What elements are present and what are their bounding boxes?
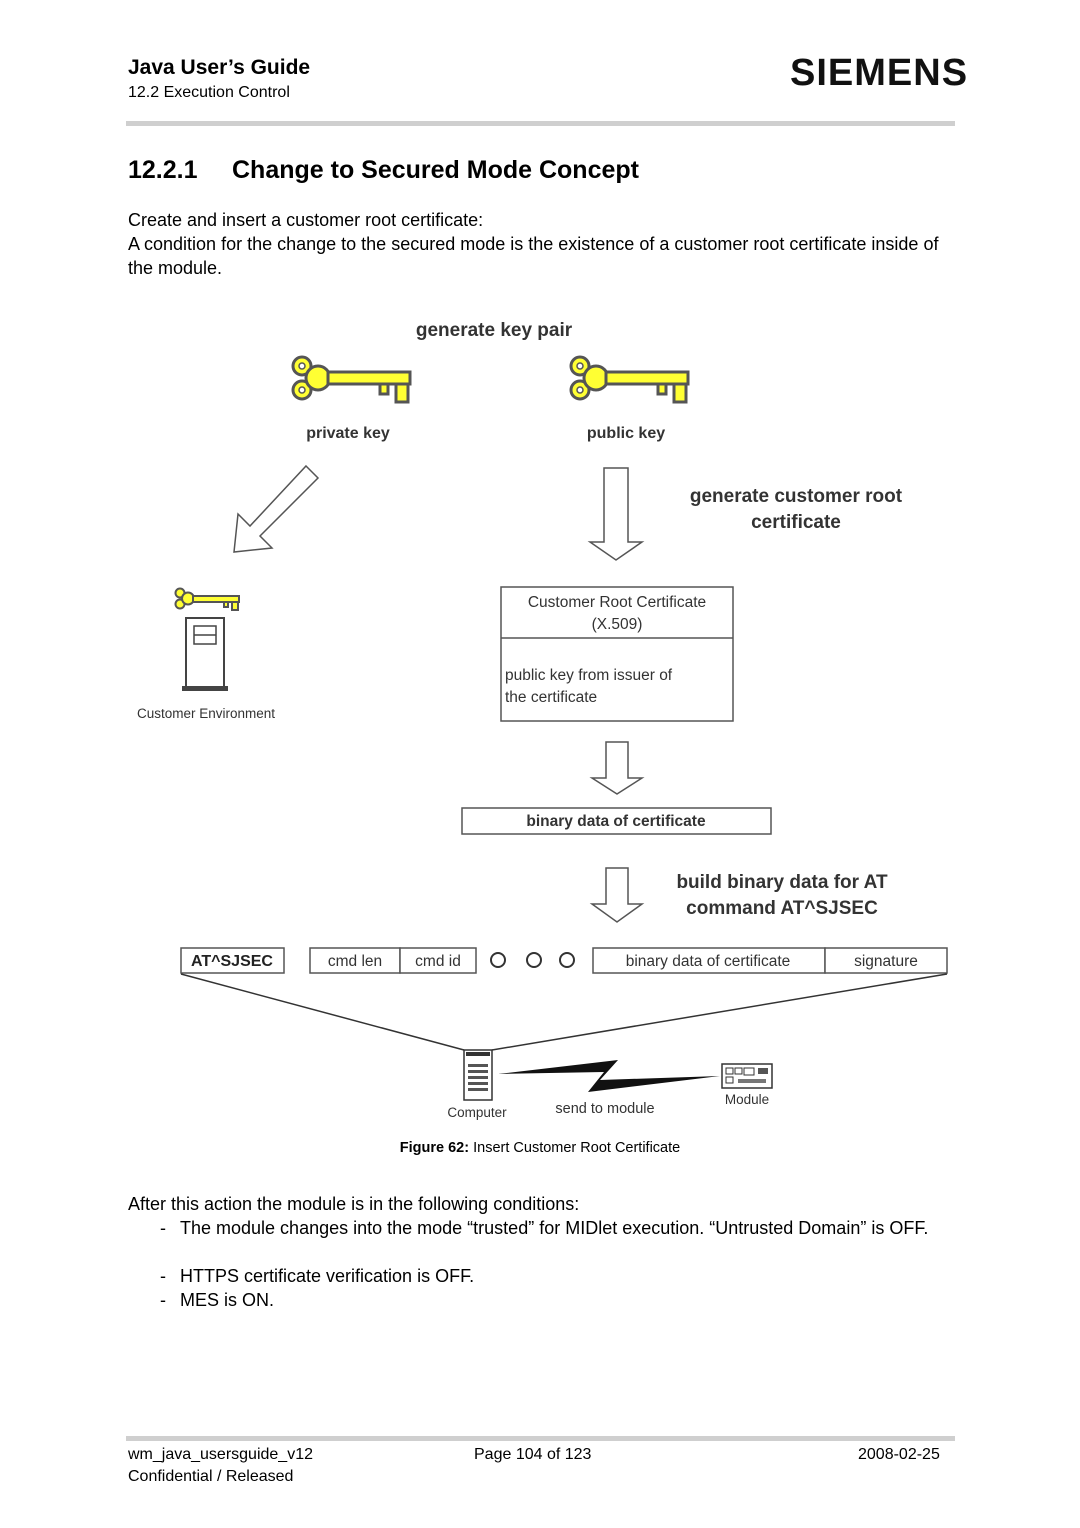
arrow-down-icon <box>590 468 642 560</box>
private-key-label: private key <box>306 425 390 442</box>
module-label: Module <box>724 1092 770 1107</box>
section-title: Change to Secured Mode Concept <box>232 156 639 184</box>
list-item-text: HTTPS certificate verification is OFF. <box>180 1266 475 1286</box>
arrow-down-icon <box>592 868 642 922</box>
list-item-text: The module changes into the mode “trusted” for MIDlet execution. “Untrusted Domain” is OFF. <box>180 1218 929 1238</box>
footer-status: Confidential / Released <box>128 1468 294 1485</box>
module-icon <box>722 1064 772 1088</box>
siemens-logo: SIEMENS <box>790 52 969 94</box>
section-heading <box>128 156 639 185</box>
binary-data-label: binary data of certificate <box>526 813 706 830</box>
cert-title-2: (X.509) <box>591 616 643 633</box>
list-item <box>160 1264 960 1288</box>
cmd-id-label: cmd id <box>415 953 461 970</box>
figure-caption <box>0 1140 1080 1156</box>
intro-line-2: A condition for the change to the secured mode is the existence of a customer root certificate inside of the module. <box>128 234 939 278</box>
funnel-line-left <box>181 974 464 1050</box>
list-dash: - <box>160 1290 166 1310</box>
cert-body-2: the certificate <box>505 689 598 706</box>
footer-page-number: Page 104 of 123 <box>474 1446 592 1463</box>
cmd-binary-label: binary data of certificate <box>625 953 791 970</box>
public-key-label: public key <box>586 425 666 442</box>
server-icon <box>182 618 228 691</box>
figure-caption-text: Insert Customer Root Certificate <box>473 1140 681 1156</box>
lightning-bolt-icon <box>498 1060 720 1092</box>
list-dash: - <box>160 1218 166 1238</box>
computer-label: Computer <box>447 1105 507 1120</box>
send-to-module-label: send to module <box>555 1101 655 1117</box>
footer-divider <box>126 1436 955 1441</box>
section-number: 12.2.1 <box>128 156 198 184</box>
cmd-len-label: cmd len <box>327 953 383 970</box>
intro-line-1: Create and insert a customer root certificate: <box>128 210 484 230</box>
list-item <box>160 1216 960 1240</box>
guide-title: Java User’s Guide <box>128 56 311 79</box>
generate-key-pair-label: generate key pair <box>415 320 573 341</box>
ellipsis-icon <box>491 953 574 967</box>
arrow-down-icon <box>592 742 642 794</box>
build-label-2: command AT^SJSEC <box>686 898 878 919</box>
after-intro: After this action the module is in the following conditions: <box>128 1194 580 1214</box>
list-item <box>160 1288 960 1312</box>
footer-date: 2008-02-25 <box>858 1446 940 1463</box>
small-key-icon <box>176 589 240 611</box>
cert-title-1: Customer Root Certificate <box>527 594 707 611</box>
certificate-diagram <box>128 308 948 1128</box>
generate-cert-label-1: generate customer root <box>689 486 903 507</box>
section-breadcrumb: 12.2 Execution Control <box>128 84 290 101</box>
customer-environment-label: Customer Environment <box>136 706 276 721</box>
cmd-signature-label: signature <box>854 953 918 970</box>
cmd-at-label: AT^SJSEC <box>191 953 273 970</box>
funnel-line-right <box>492 974 947 1050</box>
public-key-icon <box>571 357 688 402</box>
cert-body-1: public key from issuer of <box>505 667 673 684</box>
private-key-icon <box>293 357 410 402</box>
computer-icon <box>464 1050 492 1100</box>
list-item-text: MES is ON. <box>180 1290 275 1310</box>
build-label-1: build binary data for AT <box>676 872 888 893</box>
list-dash: - <box>160 1266 166 1286</box>
figure-label: Figure 62: <box>399 1140 470 1156</box>
header-divider <box>126 121 955 126</box>
footer-doc-id: wm_java_usersguide_v12 <box>128 1446 313 1463</box>
generate-cert-label-2: certificate <box>751 512 841 533</box>
arrow-to-customer-icon <box>234 466 318 552</box>
